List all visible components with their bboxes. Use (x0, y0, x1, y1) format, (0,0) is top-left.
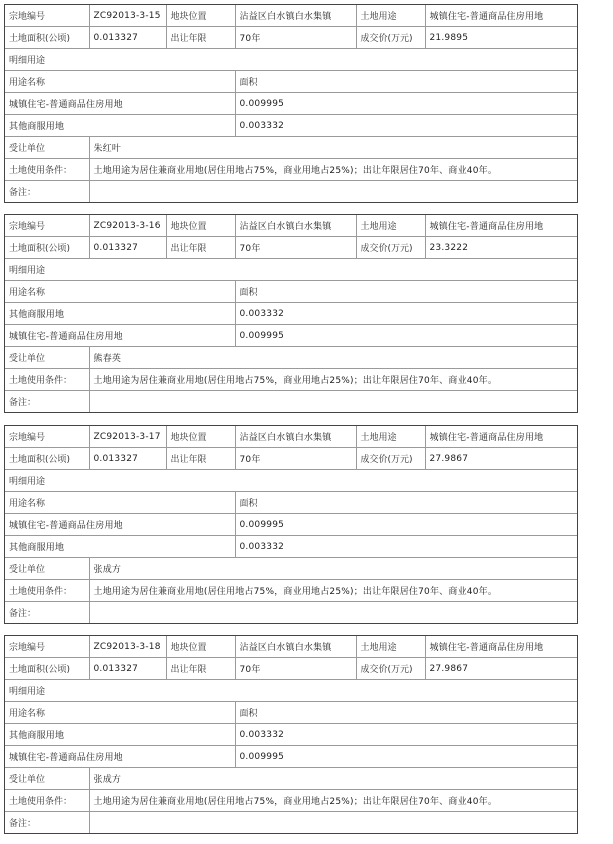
record-table (5, 5, 577, 202)
table-row (5, 137, 577, 159)
table-row (5, 159, 577, 181)
table-row (5, 93, 577, 115)
table-row (5, 602, 577, 624)
area-label: 土地面积(公顷) (5, 27, 89, 49)
conditions-value: 土地用途为居住兼商业用地(居住用地占75%，商业用地占25%)；出让年限居住70年、商业40年。 (89, 580, 577, 602)
assignee-label: 受让单位 (5, 137, 89, 159)
land-record-2 (4, 214, 578, 413)
price-value: 23.3222 (425, 237, 577, 259)
remarks-value (89, 391, 577, 413)
record-table (5, 426, 577, 623)
table-row (5, 237, 577, 259)
term-label: 出让年限 (166, 27, 235, 49)
land-use-value: 城镇住宅-普通商品住房用地 (425, 215, 577, 237)
assignee-value: 张成方 (89, 558, 577, 580)
table-row (5, 812, 577, 834)
price-label: 成交价(万元) (356, 658, 425, 680)
land-use-label: 土地用途 (356, 5, 425, 27)
detail-use-label: 明细用途 (5, 259, 577, 281)
use-name-cell: 其他商服用地 (5, 115, 235, 137)
use-area-cell: 0.003332 (235, 115, 577, 137)
use-area-cell: 0.009995 (235, 93, 577, 115)
land-use-value: 城镇住宅-普通商品住房用地 (425, 636, 577, 658)
table-row (5, 259, 577, 281)
use-name-cell: 其他商服用地 (5, 303, 235, 325)
table-row (5, 325, 577, 347)
table-row (5, 790, 577, 812)
location-value: 沾益区白水镇白水集镇 (235, 215, 356, 237)
table-row (5, 702, 577, 724)
assignee-value: 熊春英 (89, 347, 577, 369)
land-record-3 (4, 425, 578, 624)
table-row (5, 636, 577, 658)
use-area-cell: 0.009995 (235, 514, 577, 536)
land-record-1 (4, 4, 578, 203)
conditions-value: 土地用途为居住兼商业用地(居住用地占75%，商业用地占25%)；出让年限居住70年、商业40年。 (89, 790, 577, 812)
term-value: 70年 (235, 448, 356, 470)
parcel-no-value: ZC92013-3-18 (89, 636, 166, 658)
location-value: 沾益区白水镇白水集镇 (235, 636, 356, 658)
price-value: 27.9867 (425, 448, 577, 470)
use-name-header: 用途名称 (5, 492, 235, 514)
remarks-label: 备注： (5, 812, 89, 834)
land-use-label: 土地用途 (356, 426, 425, 448)
area-value: 0.013327 (89, 27, 166, 49)
record-table (5, 636, 577, 833)
table-row (5, 658, 577, 680)
remarks-value (89, 812, 577, 834)
parcel-no-value: ZC92013-3-15 (89, 5, 166, 27)
table-row (5, 281, 577, 303)
conditions-label: 土地使用条件： (5, 790, 89, 812)
area-label: 土地面积(公顷) (5, 658, 89, 680)
location-label: 地块位置 (166, 5, 235, 27)
use-name-cell: 其他商服用地 (5, 724, 235, 746)
remarks-label: 备注： (5, 181, 89, 203)
parcel-no-value: ZC92013-3-16 (89, 215, 166, 237)
remarks-value (89, 181, 577, 203)
area-value: 0.013327 (89, 448, 166, 470)
term-label: 出让年限 (166, 237, 235, 259)
land-use-value: 城镇住宅-普通商品住房用地 (425, 426, 577, 448)
table-row (5, 303, 577, 325)
price-value: 27.9867 (425, 658, 577, 680)
land-use-label: 土地用途 (356, 636, 425, 658)
use-name-header: 用途名称 (5, 71, 235, 93)
use-area-cell: 0.003332 (235, 303, 577, 325)
term-label: 出让年限 (166, 658, 235, 680)
parcel-no-label: 宗地编号 (5, 426, 89, 448)
table-row (5, 448, 577, 470)
term-value: 70年 (235, 658, 356, 680)
assignee-label: 受让单位 (5, 768, 89, 790)
detail-use-label: 明细用途 (5, 470, 577, 492)
table-row (5, 724, 577, 746)
assignee-value: 朱红叶 (89, 137, 577, 159)
record-table (5, 215, 577, 412)
assignee-label: 受让单位 (5, 558, 89, 580)
remarks-label: 备注： (5, 391, 89, 413)
parcel-no-label: 宗地编号 (5, 636, 89, 658)
table-row (5, 680, 577, 702)
use-name-cell: 城镇住宅-普通商品住房用地 (5, 93, 235, 115)
remarks-label: 备注： (5, 602, 89, 624)
location-value: 沾益区白水镇白水集镇 (235, 5, 356, 27)
conditions-value: 土地用途为居住兼商业用地(居住用地占75%，商业用地占25%)；出让年限居住70年、商业40年。 (89, 159, 577, 181)
table-row (5, 49, 577, 71)
term-value: 70年 (235, 237, 356, 259)
table-row (5, 580, 577, 602)
table-row (5, 492, 577, 514)
price-value: 21.9895 (425, 27, 577, 49)
table-row (5, 470, 577, 492)
table-row (5, 71, 577, 93)
table-row (5, 514, 577, 536)
area-value: 0.013327 (89, 237, 166, 259)
table-row (5, 181, 577, 203)
use-area-header: 面积 (235, 71, 577, 93)
table-row (5, 536, 577, 558)
price-label: 成交价(万元) (356, 27, 425, 49)
use-area-cell: 0.009995 (235, 746, 577, 768)
table-row (5, 5, 577, 27)
land-use-label: 土地用途 (356, 215, 425, 237)
use-name-cell: 城镇住宅-普通商品住房用地 (5, 746, 235, 768)
use-name-header: 用途名称 (5, 281, 235, 303)
use-area-header: 面积 (235, 492, 577, 514)
assignee-value: 张成方 (89, 768, 577, 790)
parcel-no-value: ZC92013-3-17 (89, 426, 166, 448)
use-name-cell: 其他商服用地 (5, 536, 235, 558)
conditions-label: 土地使用条件： (5, 369, 89, 391)
term-value: 70年 (235, 27, 356, 49)
remarks-value (89, 602, 577, 624)
conditions-label: 土地使用条件： (5, 159, 89, 181)
use-area-cell: 0.003332 (235, 536, 577, 558)
table-row (5, 27, 577, 49)
price-label: 成交价(万元) (356, 448, 425, 470)
location-value: 沾益区白水镇白水集镇 (235, 426, 356, 448)
conditions-value: 土地用途为居住兼商业用地(居住用地占75%，商业用地占25%)；出让年限居住70年、商业40年。 (89, 369, 577, 391)
detail-use-label: 明细用途 (5, 680, 577, 702)
location-label: 地块位置 (166, 426, 235, 448)
use-area-header: 面积 (235, 281, 577, 303)
parcel-no-label: 宗地编号 (5, 215, 89, 237)
conditions-label: 土地使用条件： (5, 580, 89, 602)
table-row (5, 426, 577, 448)
land-use-value: 城镇住宅-普通商品住房用地 (425, 5, 577, 27)
location-label: 地块位置 (166, 215, 235, 237)
table-row (5, 215, 577, 237)
location-label: 地块位置 (166, 636, 235, 658)
price-label: 成交价(万元) (356, 237, 425, 259)
table-row (5, 391, 577, 413)
use-area-cell: 0.009995 (235, 325, 577, 347)
detail-use-label: 明细用途 (5, 49, 577, 71)
table-row (5, 369, 577, 391)
table-row (5, 558, 577, 580)
table-row (5, 115, 577, 137)
use-name-cell: 城镇住宅-普通商品住房用地 (5, 325, 235, 347)
use-name-header: 用途名称 (5, 702, 235, 724)
use-area-header: 面积 (235, 702, 577, 724)
land-record-4 (4, 635, 578, 834)
use-area-cell: 0.003332 (235, 724, 577, 746)
area-value: 0.013327 (89, 658, 166, 680)
assignee-label: 受让单位 (5, 347, 89, 369)
table-row (5, 347, 577, 369)
use-name-cell: 城镇住宅-普通商品住房用地 (5, 514, 235, 536)
term-label: 出让年限 (166, 448, 235, 470)
area-label: 土地面积(公顷) (5, 237, 89, 259)
area-label: 土地面积(公顷) (5, 448, 89, 470)
parcel-no-label: 宗地编号 (5, 5, 89, 27)
table-row (5, 746, 577, 768)
table-row (5, 768, 577, 790)
